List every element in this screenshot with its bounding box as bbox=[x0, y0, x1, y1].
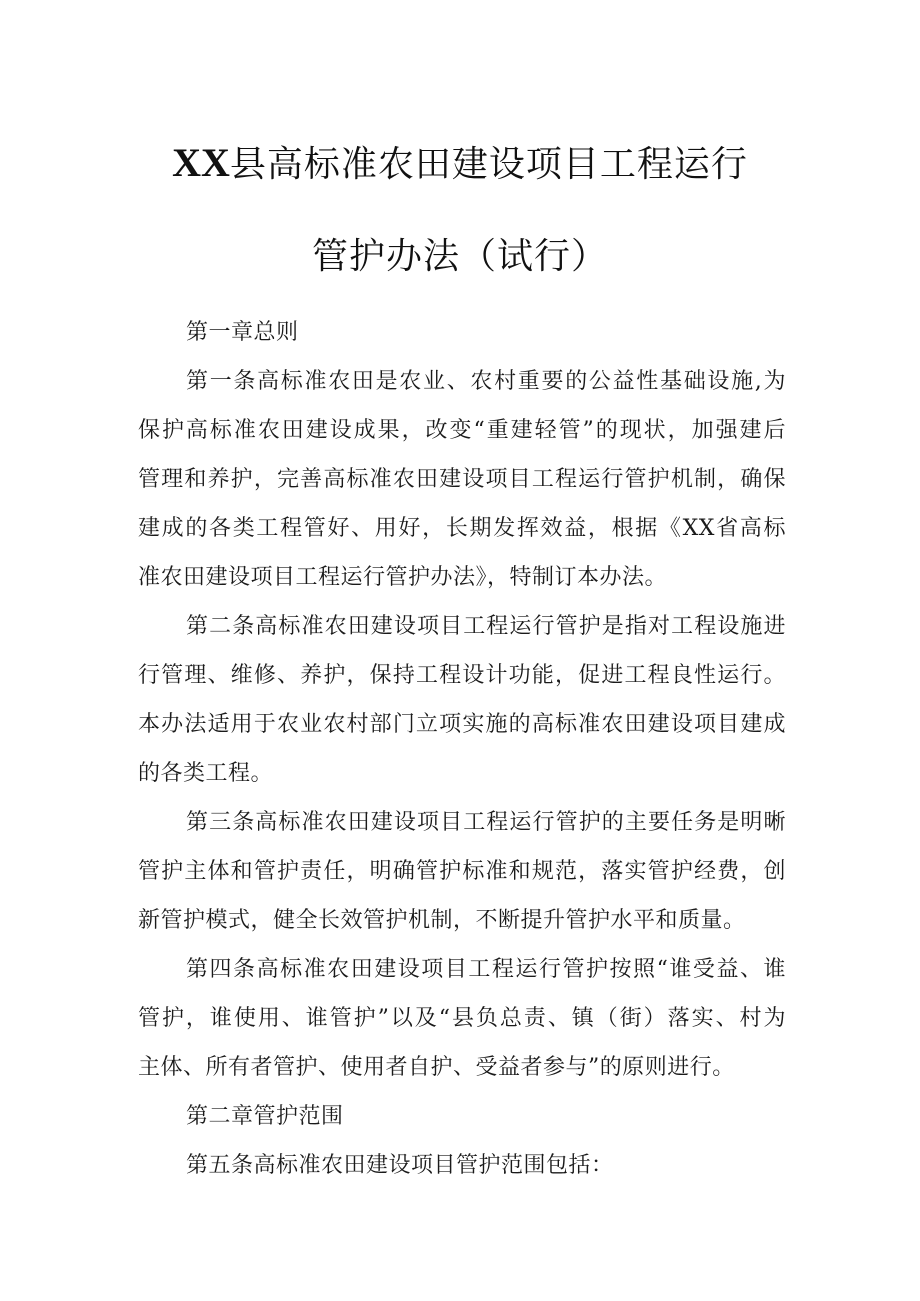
article-3-line-1: 第三条高标准农田建设项目工程运行管护的主要任务是明晰 bbox=[186, 810, 786, 835]
article-1-line-4: 建成的各类工程管好、用好，长期发挥效益，根据《XX省高标 bbox=[138, 516, 786, 541]
article-1-line-1: 第一条高标准农田是农业、农村重要的公益性基础设施,为 bbox=[186, 369, 786, 394]
document-title-line-1 bbox=[0, 136, 920, 187]
chapter-heading-2: 第二章管护范围 bbox=[186, 1104, 344, 1129]
chapter-heading-1: 第一章总则 bbox=[186, 320, 299, 345]
article-2-line-4: 的各类工程。 bbox=[138, 761, 274, 786]
article-1-line-5: 准农田建设项目工程运行管护办法》，特制订本办法。 bbox=[138, 565, 668, 590]
article-3-line-3: 新管护模式，健全长效管护机制，不断提升管护水平和质量。 bbox=[138, 908, 746, 933]
article-3-line-2: 管护主体和管护责任，明确管护标准和规范，落实管护经费，创 bbox=[138, 859, 786, 884]
title-line-1-text: 县高标准农田建设项目工程运行 bbox=[229, 144, 748, 185]
article-2-line-2: 行管理、维修、养护，保持工程设计功能，促进工程良性运行。 bbox=[138, 663, 786, 688]
article-4-line-3: 主体、所有者管护、使用者自护、受益者参与”的原则进行。 bbox=[138, 1055, 735, 1080]
article-5-line-1: 第五条高标准农田建设项目管护范围包括： bbox=[186, 1153, 614, 1178]
article-2-line-3: 本办法适用于农业农村部门立项实施的高标准农田建设项目建成 bbox=[138, 712, 786, 737]
article-1-line-2: 保护高标准农田建设成果，改变“重建轻管”的现状，加强建后 bbox=[138, 418, 786, 443]
article-4-line-1: 第四条高标准农田建设项目工程运行管护按照“谁受益、谁 bbox=[186, 957, 786, 982]
article-1-line-3: 管理和养护，完善高标准农田建设项目工程运行管护机制，确保 bbox=[138, 467, 786, 492]
document-title-line-2: 管护办法（试行） bbox=[311, 236, 608, 277]
title-prefix: XX bbox=[172, 140, 230, 185]
article-2-line-1: 第二条高标准农田建设项目工程运行管护是指对工程设施进 bbox=[186, 614, 786, 639]
article-4-line-2: 管护，谁使用、谁管护”以及“县负总责、镇（街）落实、村为 bbox=[138, 1006, 786, 1031]
